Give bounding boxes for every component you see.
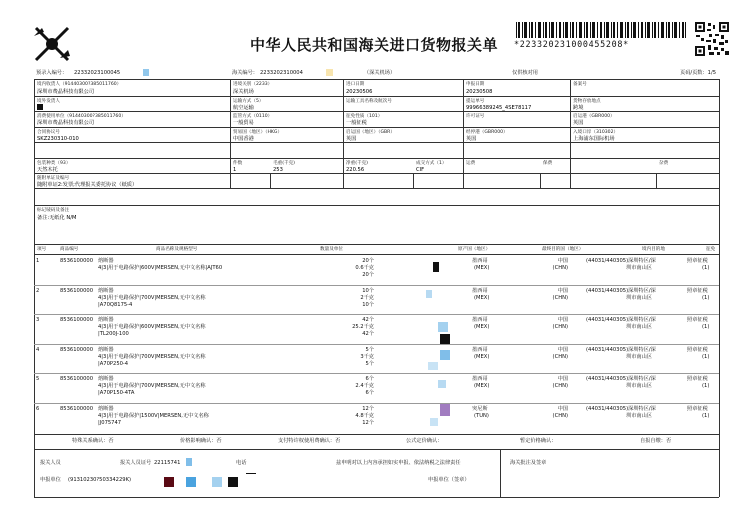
item-no: 6	[36, 405, 40, 412]
item-levy-code: (1)	[702, 265, 710, 271]
item-district: (44031/440305)深圳特区/深	[586, 346, 656, 353]
origin-port-label: 启运港（GBR000）	[573, 114, 615, 119]
item-name: 熔断器	[98, 405, 114, 412]
freight-label: 运费	[466, 161, 476, 166]
item-qty-2: 3千克	[360, 353, 374, 360]
redaction-unit-1	[164, 477, 174, 487]
bill-no-label: 提运单号	[466, 99, 485, 104]
item-qty-2: 2.4千克	[355, 383, 374, 389]
redaction-unit-3	[212, 477, 222, 487]
user-unit-label: 消费使用单位（91440300?385011760）	[37, 114, 126, 119]
import-date-value: 20230506	[346, 89, 373, 95]
consignee-value: 深圳市费晶科技有限公司	[37, 89, 95, 95]
item-no: 5	[36, 376, 40, 382]
pieces-label: 件数	[233, 161, 243, 166]
item-dest-code: (CHN)	[552, 265, 568, 271]
item-name: 熔断器	[98, 376, 114, 382]
customs-no-value: 2233202310004	[260, 70, 303, 76]
entry-port-label: 进境关别（2233）	[233, 82, 273, 87]
redaction-item-6b	[430, 418, 438, 426]
customs-emblem-icon	[30, 22, 74, 66]
redaction-item-4b	[428, 362, 438, 370]
item-spec-extra: |A70Q8175-4	[98, 301, 133, 308]
item-dest-code: (CHN)	[552, 353, 568, 360]
item-dest-code: (CHN)	[552, 294, 568, 301]
item-name: 熔断器	[98, 287, 114, 294]
item-code: 8536100000	[60, 287, 94, 294]
royalty-confirm: 支付特许权使用费确认：否	[278, 438, 341, 444]
item-dest-code: (CHN)	[552, 412, 568, 419]
special-relation: 特殊关系确认：否	[72, 438, 114, 444]
row-divider	[34, 403, 719, 404]
item-district: (44031/440305)深圳特区/深	[586, 405, 656, 412]
port-note: （深关机场）	[364, 70, 396, 76]
item-district: (44031/440305)深圳特区/深	[586, 258, 656, 264]
depart-country-value: 英国	[346, 136, 357, 142]
trade-country-value: 中国香港	[233, 136, 254, 142]
item-origin: 墨西哥	[472, 376, 488, 382]
item-qty-1: 6个	[365, 376, 374, 382]
item-district: (44031/440305)深圳特区/深	[586, 317, 656, 323]
item-levy: 照章征税	[687, 405, 708, 412]
item-qty-1: 42个	[362, 317, 374, 323]
col-name: 商品名称及规格型号	[156, 247, 198, 252]
item-qty-3: 5个	[365, 360, 374, 367]
item-spec-extra: |TL200J-100	[98, 331, 129, 337]
item-levy: 照章征税	[687, 287, 708, 294]
unit-value: (91310230?50334229K)	[68, 477, 132, 483]
storage-label: 货物存放地点	[573, 99, 601, 104]
item-no: 1	[36, 258, 40, 264]
item-spec-extra: |A70P250-4	[98, 360, 129, 367]
entry-port-value: 深关机场	[233, 89, 254, 95]
item-qty-2: 4.8千克	[355, 412, 374, 419]
gross-label: 毛重(千克)	[273, 161, 295, 166]
item-code: 8536100000	[60, 346, 94, 353]
supervision-value: 一般贸易	[233, 120, 254, 126]
col-levy: 征免	[706, 247, 716, 252]
marks-label: 标记唛码及备注	[37, 208, 70, 213]
declare-date-value: 20230508	[466, 89, 493, 95]
gross-value: 253	[273, 167, 283, 173]
qr-code	[695, 22, 729, 56]
col-code: 商品编号	[60, 247, 79, 252]
redaction-shipper	[37, 104, 43, 110]
item-qty-1: 5个	[365, 346, 374, 353]
pack-label: 包装种类（93）	[37, 161, 71, 166]
barcode-number: *223320231000455208*	[514, 39, 629, 49]
redaction-item-1b	[426, 290, 432, 298]
via-port-label: 经停港（GBR000）	[466, 130, 508, 135]
insurance-label: 保费	[543, 161, 553, 166]
item-origin: 突尼斯	[472, 405, 488, 412]
item-spec-extra: |J075747	[98, 419, 122, 426]
docs-value: 随附单证2:发票;代理报关委托协议（纸质）	[37, 182, 138, 188]
redaction-customs-no	[326, 69, 333, 76]
preentry-value: 22332023100045	[74, 70, 121, 76]
license-label: 许可证号	[466, 114, 485, 119]
item-dest: 中国	[557, 258, 568, 264]
item-code: 8536100000	[60, 258, 94, 264]
transport-name-label: 运输工具名称及航次号	[346, 99, 392, 104]
item-levy: 照章征税	[687, 346, 708, 353]
bill-no-value: 99966389245_4SE78117	[466, 105, 532, 111]
redaction-unit-5	[246, 473, 256, 474]
redaction-unit-4	[228, 477, 238, 487]
item-origin-code: (TUN)	[474, 412, 489, 419]
row-divider	[34, 344, 719, 345]
phone-label: 电话	[236, 460, 247, 466]
formula-confirm: 公式定价确认：	[406, 438, 443, 444]
item-qty-2: 2千克	[360, 294, 374, 301]
misc-label: 杂费	[659, 161, 669, 166]
trade-country-label: 贸易国（地区）（HKG）	[233, 130, 283, 135]
declare-date-label: 申报日期	[466, 82, 485, 87]
item-district-2: 圳市南山区	[626, 294, 652, 301]
entry-place-label: 入境口岸（310302）	[573, 130, 619, 135]
item-qty-1: 20个	[362, 258, 374, 264]
item-no: 3	[36, 317, 40, 323]
item-district: (44031/440305)深圳特区/深	[586, 287, 656, 294]
item-district-2: 圳市南山区	[626, 353, 652, 360]
declarant-cert-label: 报关人员证号	[120, 460, 152, 466]
user-unit-value: 深圳市费晶科技有限公司	[37, 120, 95, 126]
unit-label: 申报单位	[40, 477, 61, 483]
item-origin: 墨西哥	[472, 317, 488, 323]
item-name: 熔断器	[98, 258, 114, 264]
item-district-2: 圳市南山区	[626, 383, 652, 389]
contract-value: SKZ230310-010	[37, 136, 79, 142]
redaction-unit-2	[186, 477, 196, 487]
entry-place-value: 上海浦东国际机场	[573, 136, 615, 142]
item-origin: 墨西哥	[472, 287, 488, 294]
item-levy-code: (1)	[702, 353, 710, 360]
item-levy: 照章征税	[687, 317, 708, 323]
item-qty-3: 6个	[365, 390, 374, 396]
redaction-item-3	[438, 322, 448, 332]
deal-value: CIF	[416, 167, 425, 173]
net-value: 220.56	[346, 167, 365, 173]
customs-logo	[30, 22, 74, 66]
item-origin-code: (MEX)	[474, 383, 490, 389]
item-district-2: 圳市南山区	[626, 265, 652, 271]
redaction-item-4	[440, 350, 450, 360]
self-declare: 自报自缴：否	[640, 438, 672, 444]
barcode	[516, 22, 686, 38]
supervision-label: 监管方式（0110）	[233, 114, 273, 119]
item-spec: 4|3|用于电路保护|700V|MERSEN,无中文名称	[98, 383, 206, 389]
unit-seal-label: 申报单位（签章）	[428, 477, 470, 483]
consignee-label: 境内收货人（91440300?385011760）	[37, 82, 122, 87]
item-qty-1: 10个	[362, 287, 374, 294]
item-dest: 中国	[557, 317, 568, 323]
origin-port-value: 英国	[573, 120, 584, 126]
verify-note: 仅供核对用	[512, 70, 538, 76]
col-origin: 原产国（地区）	[458, 247, 491, 252]
item-dest: 中国	[557, 287, 568, 294]
item-dest-code: (CHN)	[552, 324, 568, 330]
item-code: 8536100000	[60, 405, 94, 412]
item-origin-code: (MEX)	[474, 294, 490, 301]
redaction-declarant	[186, 458, 192, 466]
col-dest: 最终目的国（地区）	[542, 247, 584, 252]
redaction-item-6	[440, 404, 450, 416]
item-spec: 4|3|用于电路保护|600V|MERSEN,无中文名称	[98, 324, 206, 330]
item-spec: 4|3|用于电路保护|600V|MERSEN,无中文名称|AJT60	[98, 265, 223, 271]
item-no: 4	[36, 346, 40, 353]
item-spec: 4|3|用于电路保护|700V|MERSEN,无中文名称	[98, 353, 206, 360]
transport-mode-label: 运输方式（5）	[233, 99, 264, 104]
redaction-item-1	[433, 262, 439, 272]
item-district-2: 圳市南山区	[626, 412, 652, 419]
pack-value: 天然木托	[37, 167, 58, 173]
item-qty-3: 12个	[362, 419, 374, 426]
item-no: 2	[36, 287, 40, 294]
item-dest: 中国	[557, 376, 568, 382]
redaction-item-5	[438, 380, 446, 388]
item-origin: 墨西哥	[472, 346, 488, 353]
levy-label: 征免性质（101）	[346, 114, 383, 119]
item-district: (44031/440305)深圳特区/深	[586, 376, 656, 382]
row-divider	[34, 314, 719, 315]
price-influence: 价格影响确认：否	[180, 438, 222, 444]
net-label: 净重(千克)	[346, 161, 368, 166]
item-spec-extra: |A70P150-4TA	[98, 390, 135, 396]
item-qty-2: 25.2千克	[352, 324, 374, 330]
item-qty-1: 12个	[362, 405, 374, 412]
item-levy: 照章征税	[687, 258, 708, 264]
item-name: 熔断器	[98, 317, 114, 323]
declarant-label: 报关人员	[40, 460, 61, 466]
item-dest: 中国	[557, 405, 568, 412]
item-levy-code: (1)	[702, 294, 710, 301]
col-no: 项号	[37, 247, 47, 252]
statement: 兹申明对以上内容承担如实申报、依法纳税之法律责任	[336, 460, 461, 466]
declarant-cert-value: 22115741	[154, 460, 181, 466]
col-district: 境内目的地	[642, 247, 665, 252]
customs-no-label: 海关编号：	[232, 70, 258, 76]
item-qty-3: 20个	[362, 272, 374, 278]
item-origin-code: (MEX)	[474, 265, 490, 271]
item-origin: 墨西哥	[472, 258, 488, 264]
item-dest: 中国	[557, 346, 568, 353]
row-divider	[34, 373, 719, 374]
provisional-confirm: 暂定价格确认：	[520, 438, 557, 444]
record-no-label: 备案号	[573, 82, 587, 87]
storage-value: 跨境	[573, 105, 584, 111]
redaction-preentry	[143, 69, 149, 76]
item-levy-code: (1)	[702, 383, 710, 389]
depart-country-label: 启运国（地区）（GBR）	[346, 130, 395, 135]
item-origin-code: (MEX)	[474, 353, 490, 360]
redaction-item-3b	[440, 334, 450, 344]
customs-note-label: 海关批注及签章	[510, 460, 547, 466]
item-district-2: 圳市南山区	[626, 324, 652, 330]
item-dest-code: (CHN)	[552, 383, 568, 389]
row-divider	[34, 285, 719, 286]
deal-label: 成交方式（1）	[416, 161, 447, 166]
item-levy-code: (1)	[702, 324, 710, 330]
item-code: 8536100000	[60, 317, 94, 323]
levy-value: 一般征税	[346, 120, 367, 126]
item-qty-3: 42个	[362, 331, 374, 337]
import-date-label: 进口日期	[346, 82, 365, 87]
item-qty-2: 0.6千克	[355, 265, 374, 271]
transport-mode-value: 航空运输	[233, 105, 254, 111]
contract-label: 合同协议号	[37, 130, 60, 135]
docs-label: 随附单证及编号	[37, 176, 70, 181]
marks-value: 备注:无纸化 N/M	[37, 215, 77, 221]
shipper-label: 境外发货人	[37, 99, 60, 104]
item-name: 熔断器	[98, 346, 114, 353]
item-spec: 4|3|用于电路保护|700V|MERSEN,无中文名称	[98, 294, 206, 301]
item-spec: 4|3|用于电路保护|1500V|MERSEN,无中文名称	[98, 412, 209, 419]
pieces-value: 1	[233, 167, 237, 173]
item-levy: 照章征税	[687, 376, 708, 382]
preentry-label: 预录入编号：	[36, 70, 68, 76]
item-code: 8536100000	[60, 376, 94, 382]
col-qty: 数量及单位	[320, 247, 343, 252]
item-levy-code: (1)	[702, 412, 710, 419]
document-title: 中华人民共和国海关进口货物报关单	[250, 36, 499, 54]
item-qty-3: 10个	[362, 301, 374, 308]
item-origin-code: (MEX)	[474, 324, 490, 330]
via-port-value: 英国	[466, 136, 477, 142]
page-indicator: 页码/页数：1/5	[680, 70, 717, 76]
